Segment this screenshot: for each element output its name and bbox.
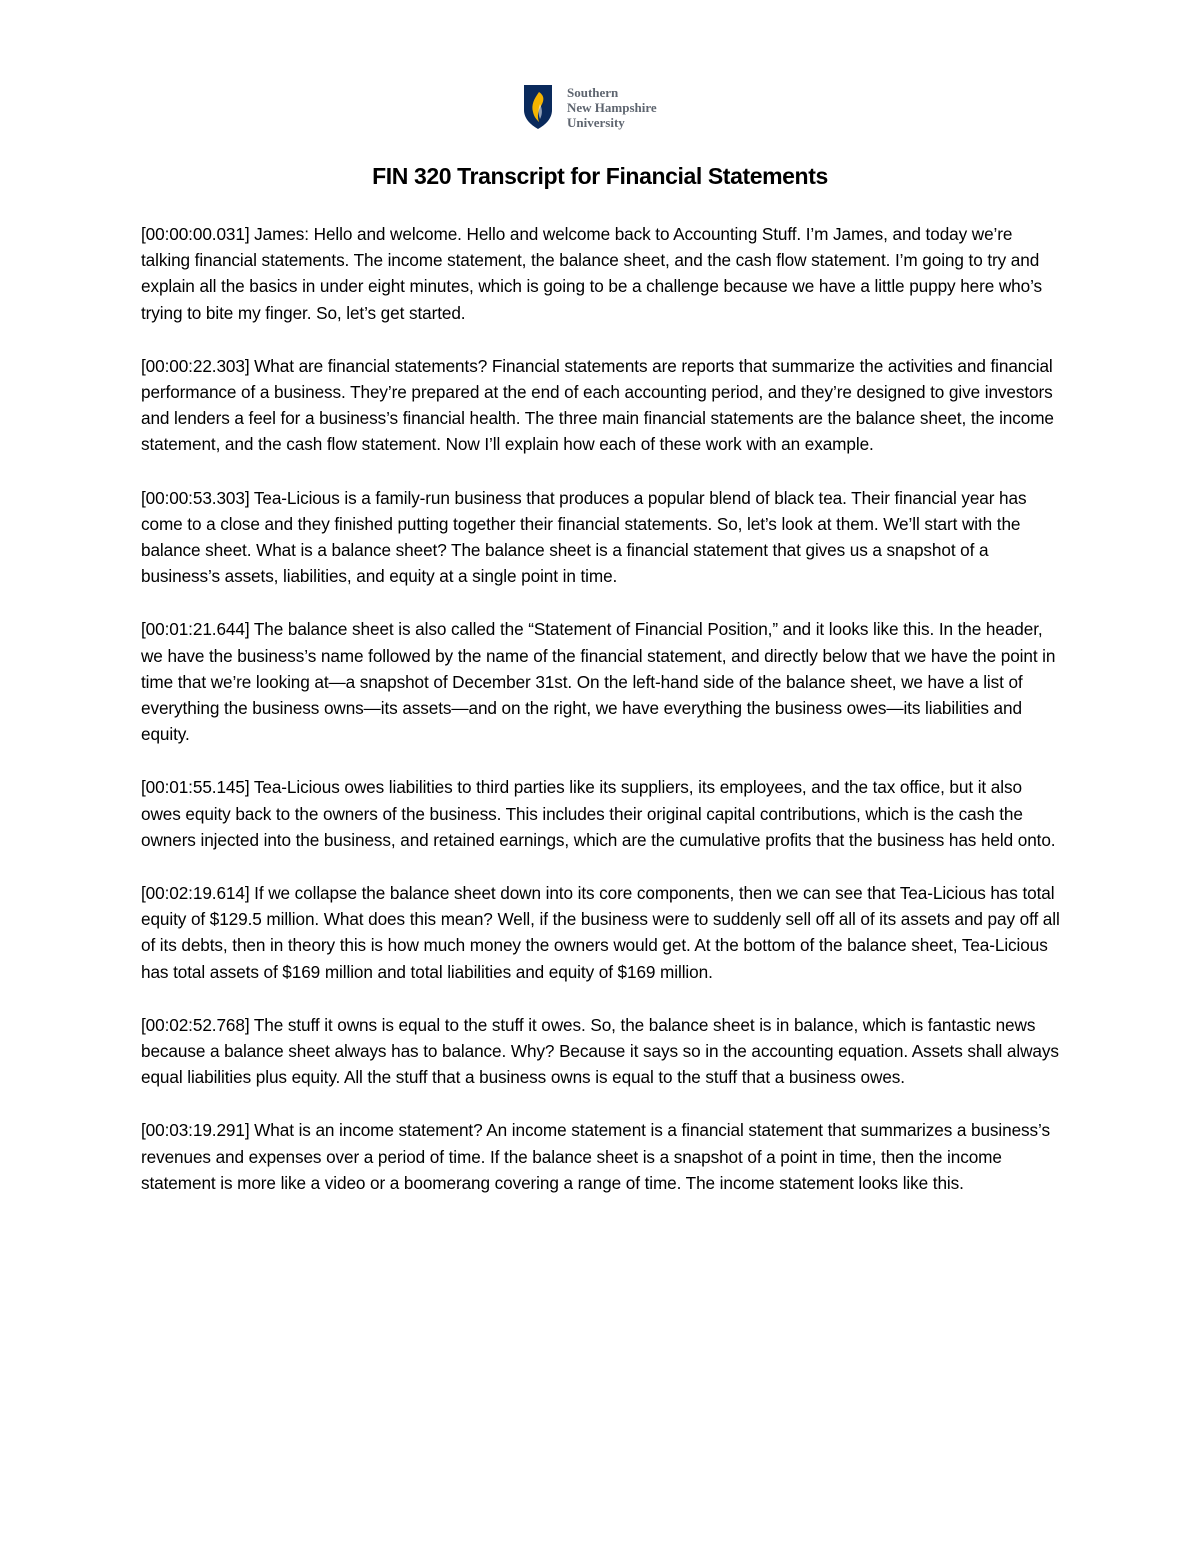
logo-line-1: Southern: [567, 85, 619, 100]
logo-line-3: University: [567, 115, 625, 130]
logo-wordmark: [567, 85, 657, 130]
transcript-paragraph: [00:01:55.145] Tea-Licious owes liabilities to third parties like its suppliers, its employees, and the tax office, but it also owes equity back to the owners of the business. This includes their original capital contributions, which is the cash the owners injected into the business, and retained earnings, which are the cumulative profits that the business has held onto.: [141, 777, 1056, 850]
transcript-body: [141, 221, 1061, 1223]
university-logo: [523, 84, 693, 134]
transcript-paragraph: [00:00:22.303] What are financial statements? Financial statements are reports that summarize the activities and financial performance of a business. They’re prepared at the end of each accounting period, and they’re designed to give investors and lenders a feel for a business’s financial health. The three main financial statements are the balance sheet, the income statement, and the cash flow statement. Now I’ll explain how each of these work with an example.: [141, 355, 1054, 455]
shield-flame-icon: [523, 84, 553, 130]
transcript-paragraph: [00:00:53.303] Tea-Licious is a family-run business that produces a popular blend of black tea. Their financial year has come to a close and they finished putting together their financial statements. So, let’s look at them. We’ll start with the balance sheet. What is a balance sheet? The balance sheet is a financial statement that gives us a snapshot of a business’s assets, liabilities, and equity at a single point in time.: [141, 487, 1027, 587]
document-title: FIN 320 Transcript for Financial Statements: [372, 163, 828, 189]
transcript-paragraph: [00:03:19.291] What is an income statement? An income statement is a financial statement that summarizes a business’s revenues and expenses over a period of time. If the balance sheet is a snapshot of a point in time, then the income statement is more like a video or a boomerang covering a range of time. The income statement looks like this.: [141, 1120, 1050, 1193]
transcript-paragraph: [00:01:21.644] The balance sheet is also called the “Statement of Financial Position,” and it looks like this. In the header, we have the business’s name followed by the name of the financial statement, and directly below that we have the point in time that we’re looking at—a snapshot of December 31st. On the left-hand side of the balance sheet, we have a list of everything the business owns—its assets—and on the right, we have everything the business owes—its liabilities and equity.: [141, 619, 1056, 745]
transcript-paragraph: [00:00:00.031] James: Hello and welcome. Hello and welcome back to Accounting Stuff. I’m James, and today we’re talking financial statements. The income statement, the balance sheet, and the cash flow statement. I’m going to try and explain all the basics in under eight minutes, which is going to be a challenge because we have a little puppy here who’s trying to bite my finger. So, let’s get started.: [141, 224, 1043, 323]
logo-line-2: New Hampshire: [567, 100, 657, 115]
transcript-paragraph: [00:02:19.614] If we collapse the balance sheet down into its core components, then we can see that Tea-Licious has total equity of $129.5 million. What does this mean? Well, if the business were to suddenly sell off all of its assets and pay off all of its debts, then in theory this is how much money the owners would get. At the bottom of the balance sheet, Tea-Licious has total assets of $169 million and total liabilities and equity of $169 million.: [141, 883, 1060, 982]
transcript-paragraph: [00:02:52.768] The stuff it owns is equal to the stuff it owes. So, the balance sheet is in balance, which is fantastic news because a balance sheet always has to balance. Why? Because it says so in the accounting equation. Assets shall always equal liabilities plus equity. All the stuff that a business owns is equal to the stuff that a business owes.: [141, 1014, 1059, 1088]
